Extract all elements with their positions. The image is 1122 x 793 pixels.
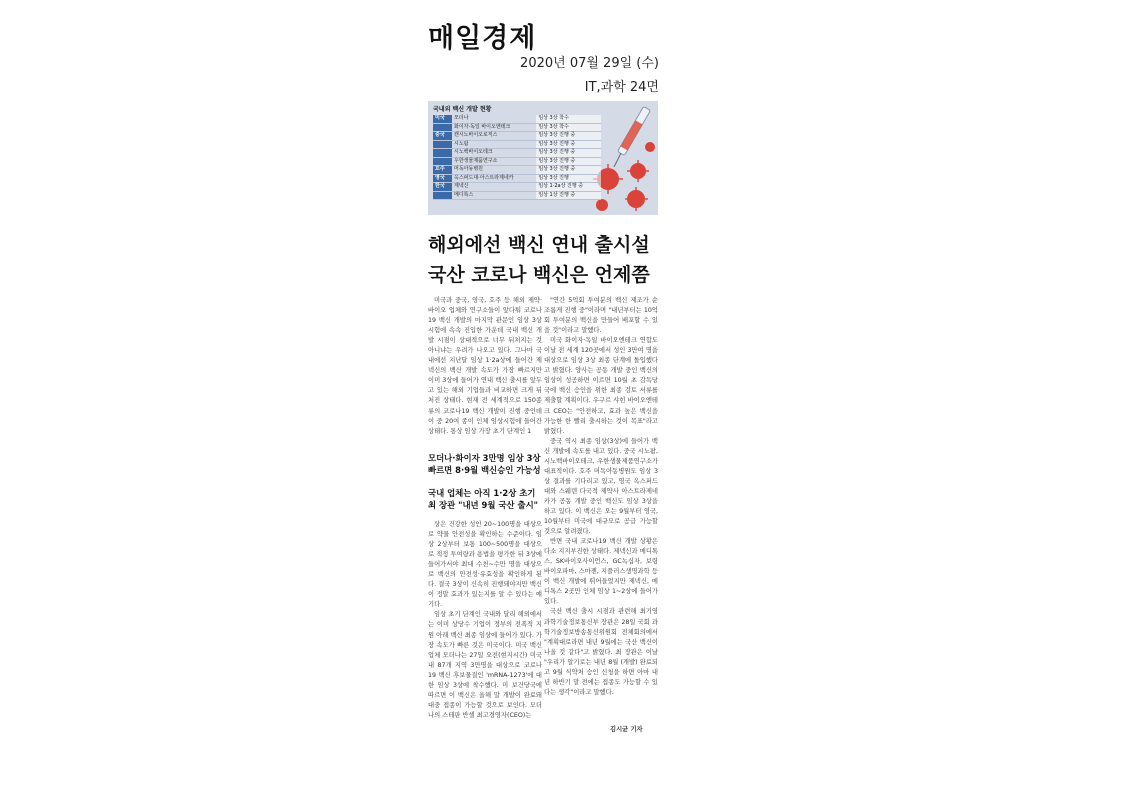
vaccine-table-row — [433, 157, 601, 166]
byline: 김시균 기자 — [610, 726, 643, 733]
developer-cell: 모더나 — [452, 115, 536, 123]
country-cell: 한국 — [433, 183, 452, 192]
vaccine-table-row — [433, 132, 601, 141]
infographic-title: 국내외 백신 개발 현황 — [433, 106, 492, 113]
country-cell: 미국 — [433, 115, 452, 123]
vaccine-table-row — [433, 140, 601, 149]
paragraph: 미국 화이자·독일 바이오엔테크 연합도 이날 전 세계 120곳에서 성인 3만여 명을 대상으로 임상 3상 최종 단계에 돌입했다고 밝혔다. 양사는 공동 개발 중인 백신의 임상이 성공하면 이르면 10월 초 감독당국에 백신 승인을 위한 최종 검토 서류를 제출할 계획이다. 우구르 샤힌 바이오엔테크 CEO는 "안전하고, 효과 높은 백신을 가능한 한 빨리 출시하는 것이 목표"라고 밝혔다. — [544, 337, 658, 435]
vaccine-table-row — [433, 166, 601, 175]
country-cell: 중국 — [433, 132, 452, 141]
stage-cell: 임상 1상 진행 중 — [536, 191, 601, 200]
vaccine-table — [433, 115, 601, 200]
subheadline-2 — [428, 487, 544, 511]
paragraph: 임상 초기 단계인 국내와 달리 해외에서는 이미 상당수 기업이 정부의 전폭적 지원 아래 백신 최종 임상에 들어가 있다. 가장 속도가 빠른 것은 미국이다. 미국 백신 업체 모더나는 27일 오전(현지시간) 미국 내 87개 지역 3만명을 대상으로 코로나19 백신 후보물질인 'mRNA-1273'에 대한 임상 3상에 착수했다. 미 보건당국에 따르면 이 백신은 올해 말 개발이 완료돼 대중 접종이 가능할 것으로 보인다. 모더나의 스테판 반셀 최고경영자(CEO)는 — [428, 611, 542, 719]
developer-cell: 시노백바이오테크 — [452, 149, 536, 158]
country-cell: 영국 — [433, 174, 452, 183]
vaccine-table-row — [433, 149, 601, 158]
stage-cell: 임상 1·2a상 진행 중 — [536, 183, 601, 192]
stage-cell: 임상 3상 진행 중 — [536, 166, 601, 175]
country-cell — [433, 123, 452, 132]
subheadline-line: 모더나·화이자 3만명 임상 3상 — [428, 453, 541, 463]
developer-cell: 시노팜 — [452, 140, 536, 149]
country-cell — [433, 157, 452, 166]
developer-cell: 메디톡스 — [452, 191, 536, 200]
vaccine-infographic — [428, 101, 658, 215]
headline-line-2: 국산 코로나 백신은 언제쯤 — [428, 264, 650, 286]
stage-cell: 임상 3상 착수 — [536, 123, 601, 132]
vaccine-table-row — [433, 191, 601, 200]
vaccine-table-row — [433, 123, 601, 132]
developer-cell: 캔시노바이오로직스 — [452, 132, 536, 141]
stage-cell: 임상 3상 진행 — [536, 174, 601, 183]
newspaper-masthead: 매일경제 — [428, 23, 537, 54]
stage-cell: 임상 3상 착수 — [536, 115, 601, 123]
developer-cell: 머독아동병원 — [452, 166, 536, 175]
country-cell — [433, 191, 452, 200]
subheadline-1 — [428, 452, 544, 476]
syringe-icon — [614, 106, 650, 167]
developer-cell: 우한생물제품연구소 — [452, 157, 536, 166]
article-column-left-top — [428, 296, 542, 437]
country-cell: 호주 — [433, 166, 452, 175]
subheadline-line: 빠르면 8·9월 백신승인 가능성 — [428, 465, 541, 475]
paragraph: 국산 백신 출시 시점과 관련해 최기영 과학기술정보통신부 장관은 28일 국회 과학기술정보방송통신위원회 전체회의에서 "계획대로라면 내년 9월에는 국산 백신이 나올 것 같다"고 밝혔다. 최 장관은 이날 "우리가 알기로는 내년 8월 (개발) 완료되고 9월 식약처 승인 신청을 하면 아마 내년 하반기 말 전에는 접종도 가능할 수 있다는 생각"이라고 말했다. — [544, 608, 658, 696]
stage-cell: 임상 3상 진행 중 — [536, 132, 601, 141]
developer-cell: 옥스퍼드대·아스트라제네카 — [452, 174, 536, 183]
paragraph: 미국과 중국, 영국, 호주 등 해외 제약·바이오 업체와 연구소들이 앞다퉈 코로나19 백신 개발의 마지막 관문인 임상 3상 시험에 속속 진입한 가운데 국내 백신 개발 시점이 상대적으로 너무 뒤처지는 것 아니냐는 우려가 나오고 있다. 그나마 국내에선 지난달 임상 1·2a상에 들어간 제넥신의 백신 개발 속도가 가장 빠르지만 이미 3상에 들어가 연내 백신 출시를 앞두고 있는 해외 기업들과 비교하면 크게 뒤처진 상태다. 현재 전 세계적으로 150종류의 코로나19 백신 개발이 진행 중인데 이 중 20여 종이 인체 임상시험에 들어간 상태다. 통상 임상 가장 초기 단계인 1 — [428, 297, 542, 435]
article-column-left-bottom — [428, 520, 542, 721]
section-label: IT,과학 24면 — [584, 80, 659, 95]
vaccine-table-row — [433, 183, 601, 192]
paragraph: 중국 역시 최종 임상(3상)에 들어가 백신 개발에 속도를 내고 있다. 중국 시노팜, 시노백바이오테크, 우한생물제품연구소가 대표적이다. 호주 머독아동병원도 임상 3상 결과를 기다리고 있고, 영국 옥스퍼드대와 스웨덴 다국적 제약사 아스트라제네카가 공동 개발 중인 백신도 임상 3상을 하고 있다. 이 백신은 오는 9월부터 영국, 10월부터 미국에 대규모로 공급 가능할 것으로 알려졌다. — [544, 437, 658, 536]
country-cell — [433, 149, 452, 158]
stage-cell: 임상 3상 진행 중 — [536, 157, 601, 166]
paragraph: 상은 건강한 성인 20~100명을 대상으로 약물 안전성을 확인하는 수준이다. 임상 2상부터 보통 100~500명을 대상으로 적정 투여량과 용법을 평가한 뒤 3상에 들어가서야 최대 수천~수만 명을 대상으로 백신의 안전성·유효성을 확인하게 된다. 결국 3상이 신속히 진행돼야지만 백신이 정말 효과가 있는지를 알 수 있다는 얘기다. — [428, 521, 542, 609]
vaccine-table-row — [433, 115, 601, 123]
article-column-right — [544, 296, 658, 698]
country-cell — [433, 140, 452, 149]
vaccine-table-row — [433, 174, 601, 183]
paragraph: "연간 5억회 투여분의 백신 제조가 순조롭게 진행 중"이라며 "내년부터는 10억회 투여분의 백신을 만들어 배포할 수 있을 것"이라고 말했다. — [544, 297, 658, 335]
stage-cell: 임상 3상 진행 중 — [536, 149, 601, 158]
publication-date: 2020년 07월 29일 (수) — [520, 56, 659, 71]
headline-line-1: 해외에선 백신 연내 출시설 — [428, 234, 650, 256]
subheadline-line: 최 장관 "내년 9월 국산 출시" — [428, 500, 539, 510]
developer-cell: 제넥신 — [452, 183, 536, 192]
stage-cell: 임상 3상 진행 중 — [536, 140, 601, 149]
subheadline-line: 국내 업체는 아직 1·2상 초기 — [428, 488, 536, 498]
paragraph: 반면 국내 코로나19 백신 개발 상황은 다소 지지부진한 상태다. 제넥신과 메디톡스, SK바이오사이언스, GC녹십자, 보령바이오파마, 스마젠, 지플러스생명과학 등이 백신 개발에 뛰어들었지만 제넥신, 메디톡스 2곳만 인체 임상 1~2상에 들어가 있다. — [544, 538, 658, 606]
developer-cell: 화이자·독일 바이오엔테크 — [452, 123, 536, 132]
